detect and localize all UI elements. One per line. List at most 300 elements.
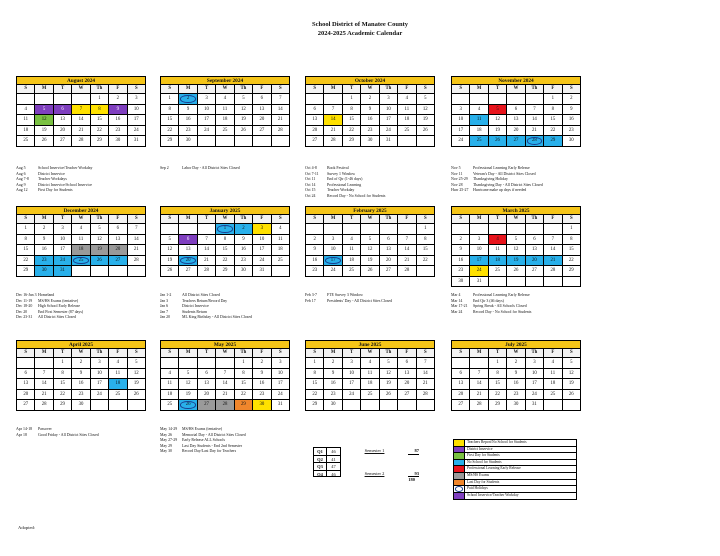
legend-swatch <box>454 466 465 472</box>
weekday-label: Th <box>526 85 544 94</box>
day-cell: 2 <box>253 358 271 369</box>
month-notes <box>305 293 392 304</box>
month-days-grid <box>16 349 146 411</box>
day-cell: 22 <box>216 256 234 267</box>
day-cell: 8 <box>563 235 581 246</box>
weekday-label: F <box>398 215 416 224</box>
note-text: Thanksgiving Holiday <box>473 177 508 182</box>
day-cell: 24 <box>452 136 470 147</box>
day-cell: 15 <box>544 115 562 126</box>
weekday-label: W <box>507 349 525 358</box>
legend-row <box>454 486 576 493</box>
legend-label: Teachers Report/No School for Students <box>467 440 527 444</box>
day-cell: 23 <box>563 126 581 137</box>
day-cell: 7 <box>128 224 146 235</box>
weekday-label: T <box>489 349 507 358</box>
day-cell: 25 <box>361 390 379 401</box>
day-cell: 8 <box>54 369 72 380</box>
weekday-label: F <box>253 85 271 94</box>
day-cell: 21 <box>324 126 342 137</box>
month-name: April 2025 <box>16 340 146 349</box>
day-cell: 2 <box>306 235 324 246</box>
day-cell: 24 <box>91 390 109 401</box>
weekday-label: S <box>272 85 290 94</box>
day-cell: 26 <box>489 136 507 147</box>
day-cell: 6 <box>398 358 416 369</box>
day-cell: 5 <box>563 358 581 369</box>
day-cell: 15 <box>306 379 324 390</box>
day-cell: 7 <box>198 235 216 246</box>
semester-row <box>313 462 419 470</box>
weekday-label: Th <box>235 215 253 224</box>
semester-days: 87 <box>408 447 419 455</box>
empty-cell <box>526 277 544 288</box>
day-cell: 8 <box>17 235 35 246</box>
day-cell: 21 <box>72 126 90 137</box>
empty-cell <box>361 224 379 235</box>
day-cell: 7 <box>216 369 234 380</box>
quarter-days: 46 <box>327 447 341 455</box>
day-cell: 16 <box>35 245 53 256</box>
empty-cell <box>253 136 271 147</box>
weekday-label: S <box>272 215 290 224</box>
day-cell: 3 <box>452 105 470 116</box>
day-cell: 1 <box>216 224 234 235</box>
empty-cell <box>324 224 342 235</box>
day-cell: 10 <box>253 235 271 246</box>
empty-cell <box>452 94 470 105</box>
day-cell: 20 <box>198 390 216 401</box>
empty-cell <box>91 400 109 411</box>
day-cell: 6 <box>179 235 197 246</box>
weekday-label: M <box>179 85 197 94</box>
day-cell: 26 <box>128 390 146 401</box>
note-text: Early Release ALL Schools <box>182 438 225 443</box>
empty-cell <box>216 136 234 147</box>
empty-cell <box>198 136 216 147</box>
day-cell: 9 <box>72 369 90 380</box>
day-cell: 9 <box>563 105 581 116</box>
day-cell: 2 <box>563 94 581 105</box>
day-cell: 27 <box>507 136 525 147</box>
day-cell: 14 <box>526 115 544 126</box>
day-cell: 14 <box>544 245 562 256</box>
empty-cell <box>417 266 435 277</box>
day-cell: 21 <box>398 256 416 267</box>
month-notes <box>160 166 240 172</box>
day-cell: 28 <box>216 400 234 411</box>
day-cell: 24 <box>470 266 488 277</box>
day-cell: 1 <box>235 358 253 369</box>
legend-label: Last Day for Students <box>467 479 500 484</box>
day-cell: 12 <box>563 369 581 380</box>
day-cell: 1 <box>17 224 35 235</box>
weekday-label: Th <box>235 85 253 94</box>
day-cell: 10 <box>343 369 361 380</box>
day-cell: 3 <box>54 224 72 235</box>
day-cell: 7 <box>526 105 544 116</box>
note-text: Professional Learning Early Release <box>473 166 530 170</box>
weekday-label: S <box>306 349 324 358</box>
day-cell: 24 <box>526 390 544 401</box>
day-cell: 25 <box>470 136 488 147</box>
day-cell: 10 <box>324 245 342 256</box>
day-cell: 16 <box>253 379 271 390</box>
day-cell: 13 <box>17 379 35 390</box>
day-cell: 21 <box>417 379 435 390</box>
month-name: October 2024 <box>305 76 435 85</box>
weekday-label: M <box>35 215 53 224</box>
day-cell: 25 <box>109 390 127 401</box>
weekday-label: W <box>216 349 234 358</box>
month-calendar <box>16 206 146 277</box>
day-cell: 19 <box>91 245 109 256</box>
day-cell: 15 <box>54 379 72 390</box>
day-cell: 22 <box>343 126 361 137</box>
day-cell: 23 <box>361 126 379 137</box>
day-cell: 5 <box>179 369 197 380</box>
day-cell: 31 <box>380 136 398 147</box>
day-cell: 16 <box>306 256 324 267</box>
weekday-label: F <box>544 85 562 94</box>
note-date: Nov 28 <box>451 182 463 187</box>
day-cell: 1 <box>343 94 361 105</box>
day-cell: 7 <box>544 235 562 246</box>
day-cell: 9 <box>306 245 324 256</box>
weekday-label: S <box>306 215 324 224</box>
legend-row <box>454 453 576 460</box>
day-cell: 25 <box>72 256 90 267</box>
note-date: Nov 25-29 <box>451 177 468 182</box>
day-cell: 15 <box>563 245 581 256</box>
day-cell: 11 <box>216 105 234 116</box>
note-row <box>451 188 543 194</box>
note-row <box>16 433 99 439</box>
empty-cell <box>489 224 507 235</box>
empty-cell <box>526 224 544 235</box>
day-cell: 17 <box>128 115 146 126</box>
day-cell: 24 <box>198 126 216 137</box>
day-cell: 14 <box>272 105 290 116</box>
day-cell: 7 <box>72 105 90 116</box>
day-cell: 6 <box>54 105 72 116</box>
day-cell: 3 <box>128 94 146 105</box>
month-days-grid <box>451 215 581 287</box>
day-cell: 27 <box>54 136 72 147</box>
day-cell: 22 <box>17 256 35 267</box>
semester-label <box>341 455 408 463</box>
day-cell: 29 <box>54 400 72 411</box>
day-cell: 5 <box>361 235 379 246</box>
day-cell: 26 <box>161 266 179 277</box>
day-cell: 28 <box>544 266 562 277</box>
semester-label <box>341 462 408 470</box>
day-cell: 26 <box>417 126 435 137</box>
empty-cell <box>179 224 197 235</box>
day-cell: 20 <box>452 390 470 401</box>
legend-swatch <box>454 493 465 500</box>
quarter-days: 41 <box>327 455 341 463</box>
day-cell: 25 <box>272 256 290 267</box>
day-cell: 19 <box>417 115 435 126</box>
note-text: Professional Learning Early Release <box>473 293 530 297</box>
day-cell: 29 <box>161 136 179 147</box>
semester-summary <box>313 447 419 482</box>
day-cell: 27 <box>253 126 271 137</box>
note-row <box>16 315 83 321</box>
note-date: May 14-29 <box>160 427 178 431</box>
empty-cell <box>563 277 581 288</box>
weekday-label: S <box>128 85 146 94</box>
empty-cell <box>161 358 179 369</box>
day-cell: 26 <box>91 256 109 267</box>
day-cell: 21 <box>272 115 290 126</box>
day-cell: 28 <box>72 136 90 147</box>
empty-cell <box>161 224 179 235</box>
weekday-label: M <box>324 349 342 358</box>
empty-cell <box>489 277 507 288</box>
weekday-label: S <box>161 85 179 94</box>
day-cell: 13 <box>380 245 398 256</box>
day-cell: 16 <box>109 115 127 126</box>
weekday-label: S <box>452 215 470 224</box>
legend-row <box>454 473 576 480</box>
day-cell: 7 <box>417 358 435 369</box>
day-cell: 8 <box>489 369 507 380</box>
note-text: Record Day/Last Day for Teachers <box>182 449 237 454</box>
note-date: Mar 4 <box>451 293 461 297</box>
month-notes <box>305 166 385 200</box>
weekday-label: S <box>17 85 35 94</box>
weekday-label: T <box>198 349 216 358</box>
note-date: Sep 2 <box>160 166 169 170</box>
day-cell: 8 <box>343 105 361 116</box>
empty-cell <box>198 224 216 235</box>
day-cell: 10 <box>272 369 290 380</box>
empty-cell <box>470 224 488 235</box>
month-notes <box>451 293 531 315</box>
month-calendar <box>451 340 581 411</box>
day-cell: 7 <box>272 94 290 105</box>
empty-cell <box>109 400 127 411</box>
day-cell: 17 <box>526 379 544 390</box>
day-cell: 19 <box>563 379 581 390</box>
weekday-label: Th <box>380 349 398 358</box>
day-cell: 7 <box>35 369 53 380</box>
day-cell: 16 <box>452 256 470 267</box>
day-cell: 2 <box>72 358 90 369</box>
note-date: Mar 24 <box>451 309 463 314</box>
note-text: FTE Survey 3 Window <box>327 293 363 297</box>
day-cell: 5 <box>128 358 146 369</box>
month-name: December 2024 <box>16 206 146 215</box>
day-cell: 4 <box>398 94 416 105</box>
month-days-grid <box>160 215 290 277</box>
day-cell: 29 <box>343 136 361 147</box>
day-cell: 31 <box>54 266 72 277</box>
weekday-label: T <box>343 85 361 94</box>
day-cell: 20 <box>507 126 525 137</box>
weekday-label: M <box>470 215 488 224</box>
weekday-label: W <box>361 349 379 358</box>
day-cell: 9 <box>179 105 197 116</box>
note-text: Teacher Workdays <box>38 177 67 182</box>
day-cell: 12 <box>380 369 398 380</box>
day-cell: 20 <box>398 379 416 390</box>
day-cell: 23 <box>72 390 90 401</box>
note-date: Dec 23-31 <box>16 315 33 320</box>
day-cell: 15 <box>417 245 435 256</box>
note-text: Spring Break - All Schools Closed <box>473 304 527 309</box>
quarter-label: Q2 <box>313 455 327 463</box>
month-calendar <box>160 206 290 277</box>
day-cell: 15 <box>91 115 109 126</box>
note-row <box>305 299 392 305</box>
weekday-label: T <box>198 85 216 94</box>
day-cell: 26 <box>179 400 197 411</box>
day-cell: 3 <box>198 94 216 105</box>
note-row <box>160 315 252 321</box>
day-cell: 18 <box>216 115 234 126</box>
weekday-label: F <box>544 349 562 358</box>
legend-swatch <box>454 447 465 453</box>
day-cell: 20 <box>54 126 72 137</box>
empty-cell <box>380 224 398 235</box>
empty-cell <box>452 224 470 235</box>
semester-rows <box>313 447 419 477</box>
day-cell: 25 <box>489 266 507 277</box>
note-text: District Inservice <box>38 171 65 176</box>
day-cell: 12 <box>417 105 435 116</box>
weekday-label: S <box>161 215 179 224</box>
empty-cell <box>544 224 562 235</box>
weekday-label: T <box>489 85 507 94</box>
day-cell: 15 <box>17 245 35 256</box>
day-cell: 18 <box>470 126 488 137</box>
note-date: May 26 <box>160 432 172 437</box>
legend-label: District Inservice <box>467 446 493 451</box>
day-cell: 26 <box>35 136 53 147</box>
day-cell: 18 <box>398 115 416 126</box>
note-row <box>160 449 246 455</box>
weekday-label: T <box>54 85 72 94</box>
day-cell: 4 <box>216 94 234 105</box>
day-cell: 22 <box>417 256 435 267</box>
day-cell: 5 <box>35 105 53 116</box>
weekday-label: Th <box>380 215 398 224</box>
day-cell: 11 <box>72 235 90 246</box>
note-text: MS/HS Exams (tentative) <box>182 427 223 431</box>
weekday-label: S <box>128 215 146 224</box>
legend-swatch <box>454 453 465 459</box>
month-days-grid <box>305 349 435 411</box>
day-cell: 22 <box>54 390 72 401</box>
weekday-label: Th <box>380 85 398 94</box>
empty-cell <box>17 358 35 369</box>
note-date: Mar 14 <box>451 298 463 303</box>
empty-cell <box>272 266 290 277</box>
note-text: Record Day - No School for Students <box>473 309 532 314</box>
legend-row <box>454 440 576 447</box>
day-cell: 11 <box>398 105 416 116</box>
note-text: ML King Birthday - All District Sites Closed <box>182 315 252 320</box>
day-cell: 1 <box>306 358 324 369</box>
month-name: May 2025 <box>160 340 290 349</box>
note-date: Oct 14 <box>305 182 316 187</box>
day-cell: 13 <box>253 105 271 116</box>
legend-row <box>454 460 576 467</box>
day-cell: 17 <box>343 379 361 390</box>
day-cell: 20 <box>109 245 127 256</box>
day-cell: 27 <box>526 266 544 277</box>
day-cell: 8 <box>161 105 179 116</box>
day-cell: 3 <box>253 224 271 235</box>
day-cell: 22 <box>563 256 581 267</box>
adopted-label: Adopted: <box>18 525 36 530</box>
day-cell: 24 <box>272 390 290 401</box>
note-text: Good Friday - All District Sites Closed <box>38 432 99 437</box>
day-cell: 5 <box>235 94 253 105</box>
note-text: End First Semester (87 days) <box>38 309 84 314</box>
note-text: End Qtr 3 (46 days) <box>473 298 504 303</box>
weekday-label: M <box>179 349 197 358</box>
day-cell: 6 <box>253 94 271 105</box>
note-date: Aug 7-8 <box>16 177 29 182</box>
weekday-label: S <box>417 349 435 358</box>
day-cell: 6 <box>306 105 324 116</box>
empty-cell <box>507 277 525 288</box>
day-cell: 7 <box>324 105 342 116</box>
day-cell: 12 <box>91 235 109 246</box>
note-row <box>305 194 385 200</box>
day-cell: 24 <box>128 126 146 137</box>
empty-cell <box>507 224 525 235</box>
day-cell: 2 <box>109 94 127 105</box>
day-cell: 22 <box>161 126 179 137</box>
day-cell: 4 <box>17 105 35 116</box>
day-cell: 17 <box>272 379 290 390</box>
day-cell: 29 <box>235 400 253 411</box>
note-date: Dec 20 <box>16 309 28 314</box>
month-calendar <box>305 76 435 147</box>
weekday-label: Th <box>526 349 544 358</box>
day-cell: 26 <box>361 266 379 277</box>
note-date: Hurr 25-27 <box>451 188 469 193</box>
quarter-label: Q3 <box>313 462 327 470</box>
day-cell: 6 <box>507 105 525 116</box>
weekday-label: T <box>489 215 507 224</box>
day-cell: 27 <box>398 390 416 401</box>
note-date: Jan 1-2 <box>160 293 172 297</box>
note-text: End of Qtr (1-46 days) <box>327 177 363 182</box>
month-notes <box>16 427 99 438</box>
legend-row <box>454 447 576 454</box>
weekday-label: S <box>417 85 435 94</box>
month-name: March 2025 <box>451 206 581 215</box>
month-calendar <box>160 76 290 147</box>
day-cell: 10 <box>198 105 216 116</box>
month-calendar <box>305 340 435 411</box>
day-cell: 12 <box>128 369 146 380</box>
day-cell: 24 <box>253 256 271 267</box>
day-cell: 31 <box>128 136 146 147</box>
day-cell: 19 <box>161 256 179 267</box>
day-cell: 16 <box>179 115 197 126</box>
day-cell: 16 <box>72 379 90 390</box>
note-date: Jan 7 <box>160 309 169 314</box>
empty-cell <box>398 400 416 411</box>
note-text: First Day for Students <box>38 188 73 193</box>
